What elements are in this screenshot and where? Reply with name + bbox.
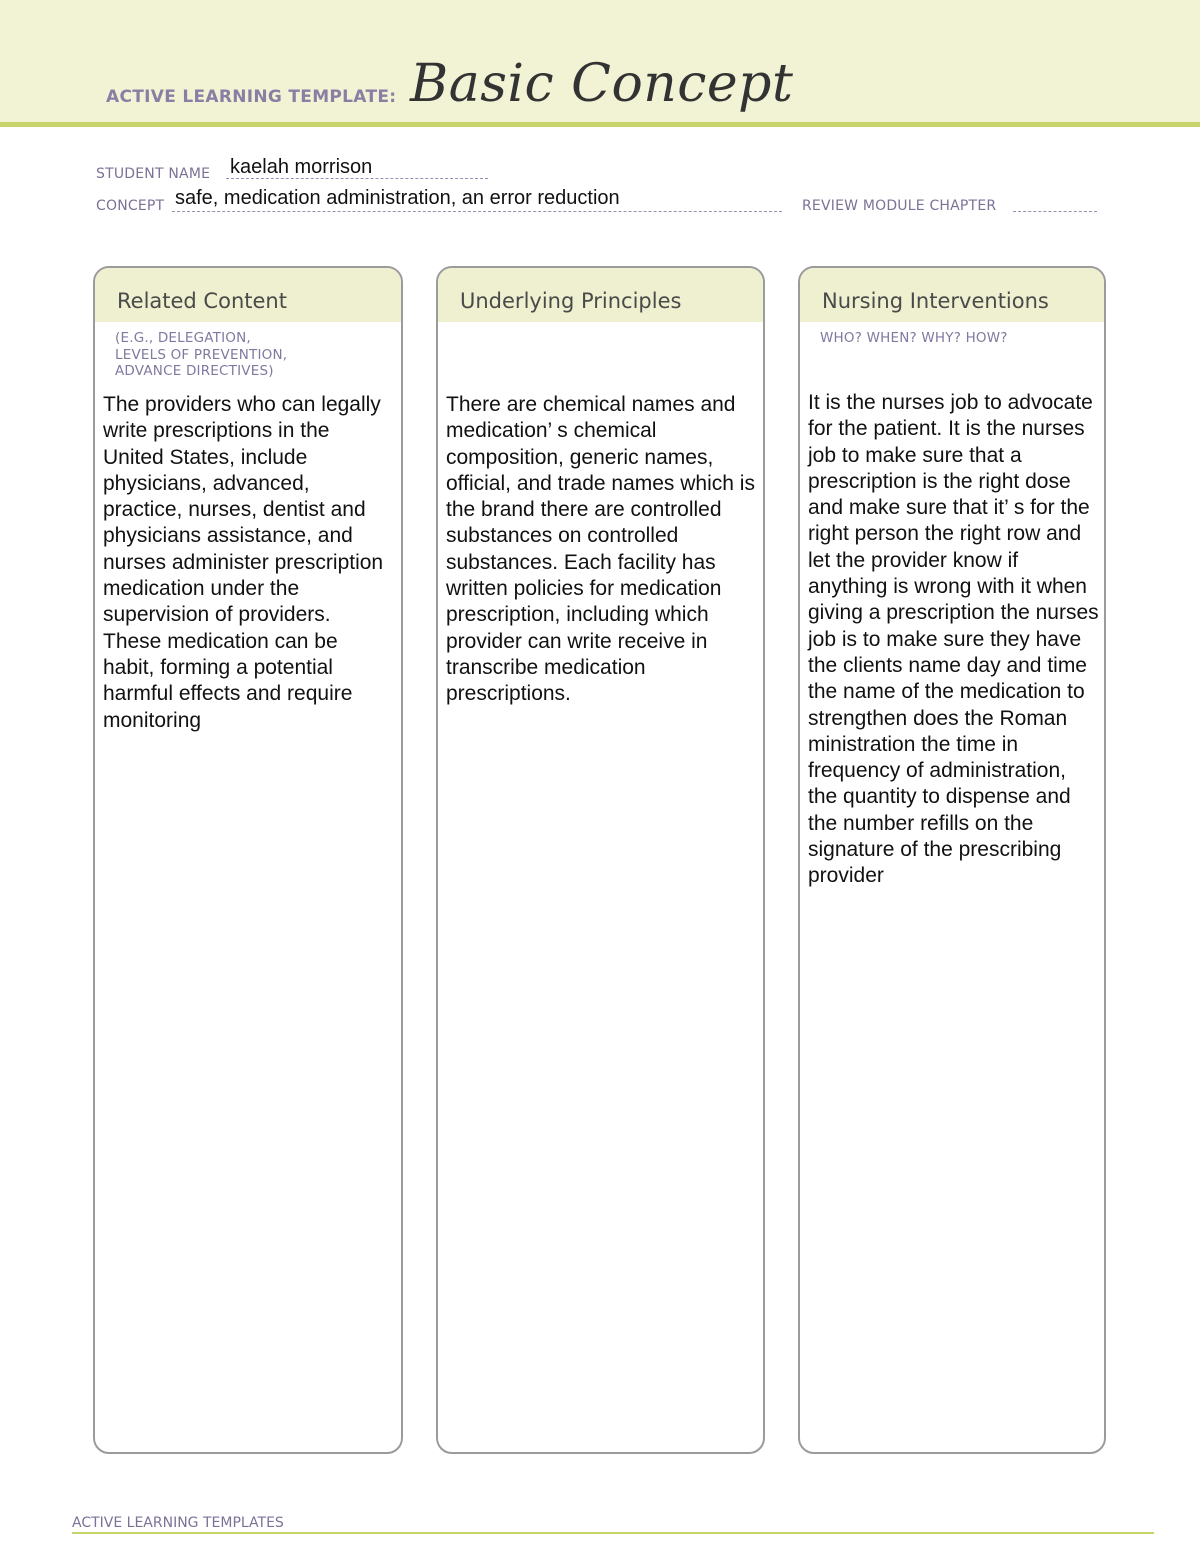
concept-field[interactable]: safe, medication administration, an error reduction: [175, 187, 620, 209]
related-content-panel: [93, 266, 403, 1454]
underlying-principles-panel: [436, 266, 765, 1454]
template-label: ACTIVE LEARNING TEMPLATE:: [106, 87, 397, 107]
review-module-line: [1013, 211, 1097, 212]
footer-label: ACTIVE LEARNING TEMPLATES: [72, 1515, 284, 1531]
header-divider: [0, 122, 1200, 127]
concept-line: [172, 211, 782, 212]
panel-title: Underlying Principles: [460, 289, 682, 313]
nursing-interventions-panel: [798, 266, 1106, 1454]
page-title: Basic Concept: [410, 54, 794, 114]
panel-subtitle: WHO? WHEN? WHY? HOW?: [820, 330, 1008, 346]
underlying-principles-text[interactable]: There are chemical names and medication’ s chemical composition, generic names, official, and trade names which is the brand there are controlled substances on controlled substances. Each facility has written policies for medication prescription, including which provider can write receive in transcribe medication prescriptions.: [446, 393, 755, 706]
footer-divider: [72, 1532, 1154, 1534]
review-module-label: REVIEW MODULE CHAPTER: [802, 198, 997, 214]
nursing-interventions-text[interactable]: It is the nurses job to advocate for the patient. It is the nurses job to make sure that a prescription is the right dose and make sure that it’ s for the right person the right row and let the provider know if anything is wrong with it when giving a prescription the nurses job is to make sure they have the clients name day and time the name of the medication to strengthen does the Roman ministration the time in frequency of administration, the quantity to dispense and the number refills on the signature of the prescribing provider: [808, 391, 1099, 888]
concept-label: CONCEPT: [96, 198, 165, 214]
subtitle-line: LEVELS OF PREVENTION,: [115, 346, 288, 363]
panel-title: Nursing Interventions: [822, 289, 1049, 313]
student-name-label: STUDENT NAME: [96, 166, 211, 182]
panel-subtitle: [115, 330, 287, 380]
student-name-field[interactable]: kaelah morrison: [230, 156, 373, 178]
panel-title: Related Content: [117, 289, 287, 313]
subtitle-line: ADVANCE DIRECTIVES): [115, 363, 274, 379]
related-content-text[interactable]: The providers who can legally write prescriptions in the United States, include physicians, advanced, practice, nurses, dentist and physicians assistance, and nurses administer prescription medication under the supervision of providers. These medication can be habit, forming a potential harmful effects and require monitoring: [103, 393, 384, 732]
subtitle-line: (E.G., DELEGATION,: [115, 330, 251, 346]
